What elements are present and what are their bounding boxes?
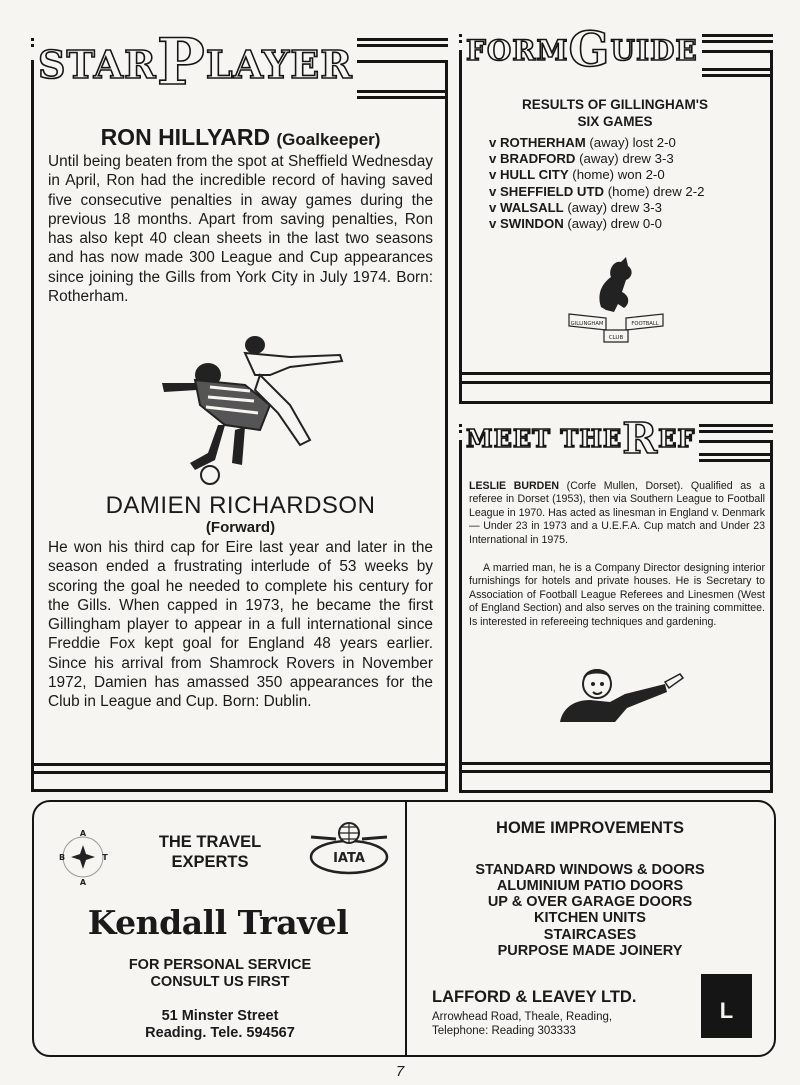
home-item: STAIRCASES xyxy=(543,927,637,943)
svg-text:B: B xyxy=(58,853,66,862)
crest-bottom-label: CLUB xyxy=(608,335,624,341)
travel-service-line1: FOR PERSONAL SERVICE xyxy=(128,957,312,973)
star-player-footer-stripes xyxy=(31,763,448,774)
result-item: v ROTHERHAM (away) lost 2-0 xyxy=(489,135,676,150)
form-guide-footer-stripes xyxy=(459,372,773,384)
ref-name: LESLIE BURDEN xyxy=(469,480,560,492)
referee-cartoon xyxy=(555,662,690,727)
ref-footer-stripes xyxy=(459,762,773,773)
player1-role: (Goalkeeper) xyxy=(276,130,381,149)
player1-heading xyxy=(48,124,433,151)
results-list xyxy=(489,135,704,232)
player1-name: RON HILLYARD xyxy=(100,124,271,150)
home-improvements-title: HOME IMPROVEMENTS xyxy=(496,819,684,837)
company-address: Arrowhead Road, Theale, Reading, xyxy=(432,1011,613,1023)
player2-role: (Forward) xyxy=(205,519,276,536)
travel-experts-line1: THE TRAVEL xyxy=(158,833,262,851)
star-player-header: STARPLAYER xyxy=(34,25,357,100)
company-phone: Telephone: Reading 303333 xyxy=(432,1025,576,1037)
travel-experts-line2: EXPERTS xyxy=(171,853,249,871)
result-item: v SHEFFIELD UTD (home) drew 2-2 xyxy=(489,183,705,199)
form-guide-header: FORMGUIDE xyxy=(462,22,702,78)
home-item: PURPOSE MADE JOINERY xyxy=(497,943,683,959)
gillingham-crest-icon xyxy=(566,252,666,347)
result-item: v SWINDON (away) drew 0-0 xyxy=(489,216,662,232)
page-number: 7 xyxy=(395,1063,405,1080)
home-item: STANDARD WINDOWS & DOORS xyxy=(475,862,705,878)
home-item: KITCHEN UNITS xyxy=(534,910,646,926)
meet-the-ref-header: MEET THEREF xyxy=(462,414,699,463)
svg-text:IATA: IATA xyxy=(333,851,365,866)
result-item: v BRADFORD (away) drew 3-3 xyxy=(489,151,674,167)
home-item: ALUMINIUM PATIO DOORS xyxy=(496,878,684,894)
company-name: LAFFORD & LEAVEY LTD. xyxy=(432,988,637,1006)
travel-address-line1: 51 Minster Street xyxy=(161,1008,279,1024)
abta-logo-icon xyxy=(50,826,116,888)
ref-bio-1: LESLIE BURDEN (Corfe Mullen, Dorset). Qualified as a referee in Dorset (1953), then via Southern League to Football League in 1970. Has acted as linesman in England v. Denmark — Under 23 in 1973 and a U.E.F.A. Cup match and Under 23 International in 1975. xyxy=(469,480,765,546)
travel-service-line2: CONSULT US FIRST xyxy=(150,974,290,990)
result-item: v HULL CITY (home) won 2-0 xyxy=(489,167,665,183)
advert-divider xyxy=(405,802,407,1055)
lafford-logo xyxy=(701,974,752,1038)
kendall-travel-brand: Kendall Travel xyxy=(87,903,349,942)
iata-logo-icon xyxy=(306,817,392,877)
svg-text:T: T xyxy=(102,853,108,862)
crest-left-label: GILLINGHAM xyxy=(570,321,604,327)
svg-text:A: A xyxy=(79,829,87,838)
home-item: UP & OVER GARAGE DOORS xyxy=(487,894,693,910)
form-guide-heading-1: RESULTS OF GILLINGHAM'S xyxy=(522,97,708,112)
player2-text: He won his third cap for Eire last year and later in the season ended a frustrating interlude of 53 weeks by scoring the goal he needed to complete his century for the Gills. When capped in 1973, he became the first Gillingham player to appear in a full international since Freddie Fox kept goal for England 48 years earlier. Since his arrival from Shamrock Rovers in November 1972, Damien has amassed 350 appearances for the Club in League and Cup. Born: Dublin. xyxy=(48,539,433,711)
svg-text:A: A xyxy=(79,878,87,887)
result-item: v WALSALL (away) drew 3-3 xyxy=(489,199,662,215)
player1-text: Until being beaten from the spot at Sheffield Wednesday in April, Ron had the incredible record of having saved five consecutive penalties in away games during the previous 18 months. Apart from saving penalties, Ron has also kept 40 clean sheets in the last two seasons and has now made 300 League and Cup appearances since joining the Gills from York City in July 1974. Born: Rotherham. xyxy=(48,153,433,306)
form-guide-heading-2: SIX GAMES xyxy=(577,114,653,129)
player2-name: DAMIEN RICHARDSON xyxy=(105,492,376,519)
goalkeeper-illustration xyxy=(150,335,350,490)
ref-bio-2: A married man, he is a Company Director designing interior furnishings for hotels and private houses. He is Secretary to Association of Football League Referees and Linesmen (West of England Section) and also serves on the training committee. Is interested in refereeing techniques and gardening. xyxy=(469,562,765,628)
crest-right-label: FOOTBALL xyxy=(631,321,659,327)
lafford-logo-letter: L xyxy=(719,998,734,1023)
travel-address-line2: Reading. Tele. 594567 xyxy=(145,1025,295,1041)
